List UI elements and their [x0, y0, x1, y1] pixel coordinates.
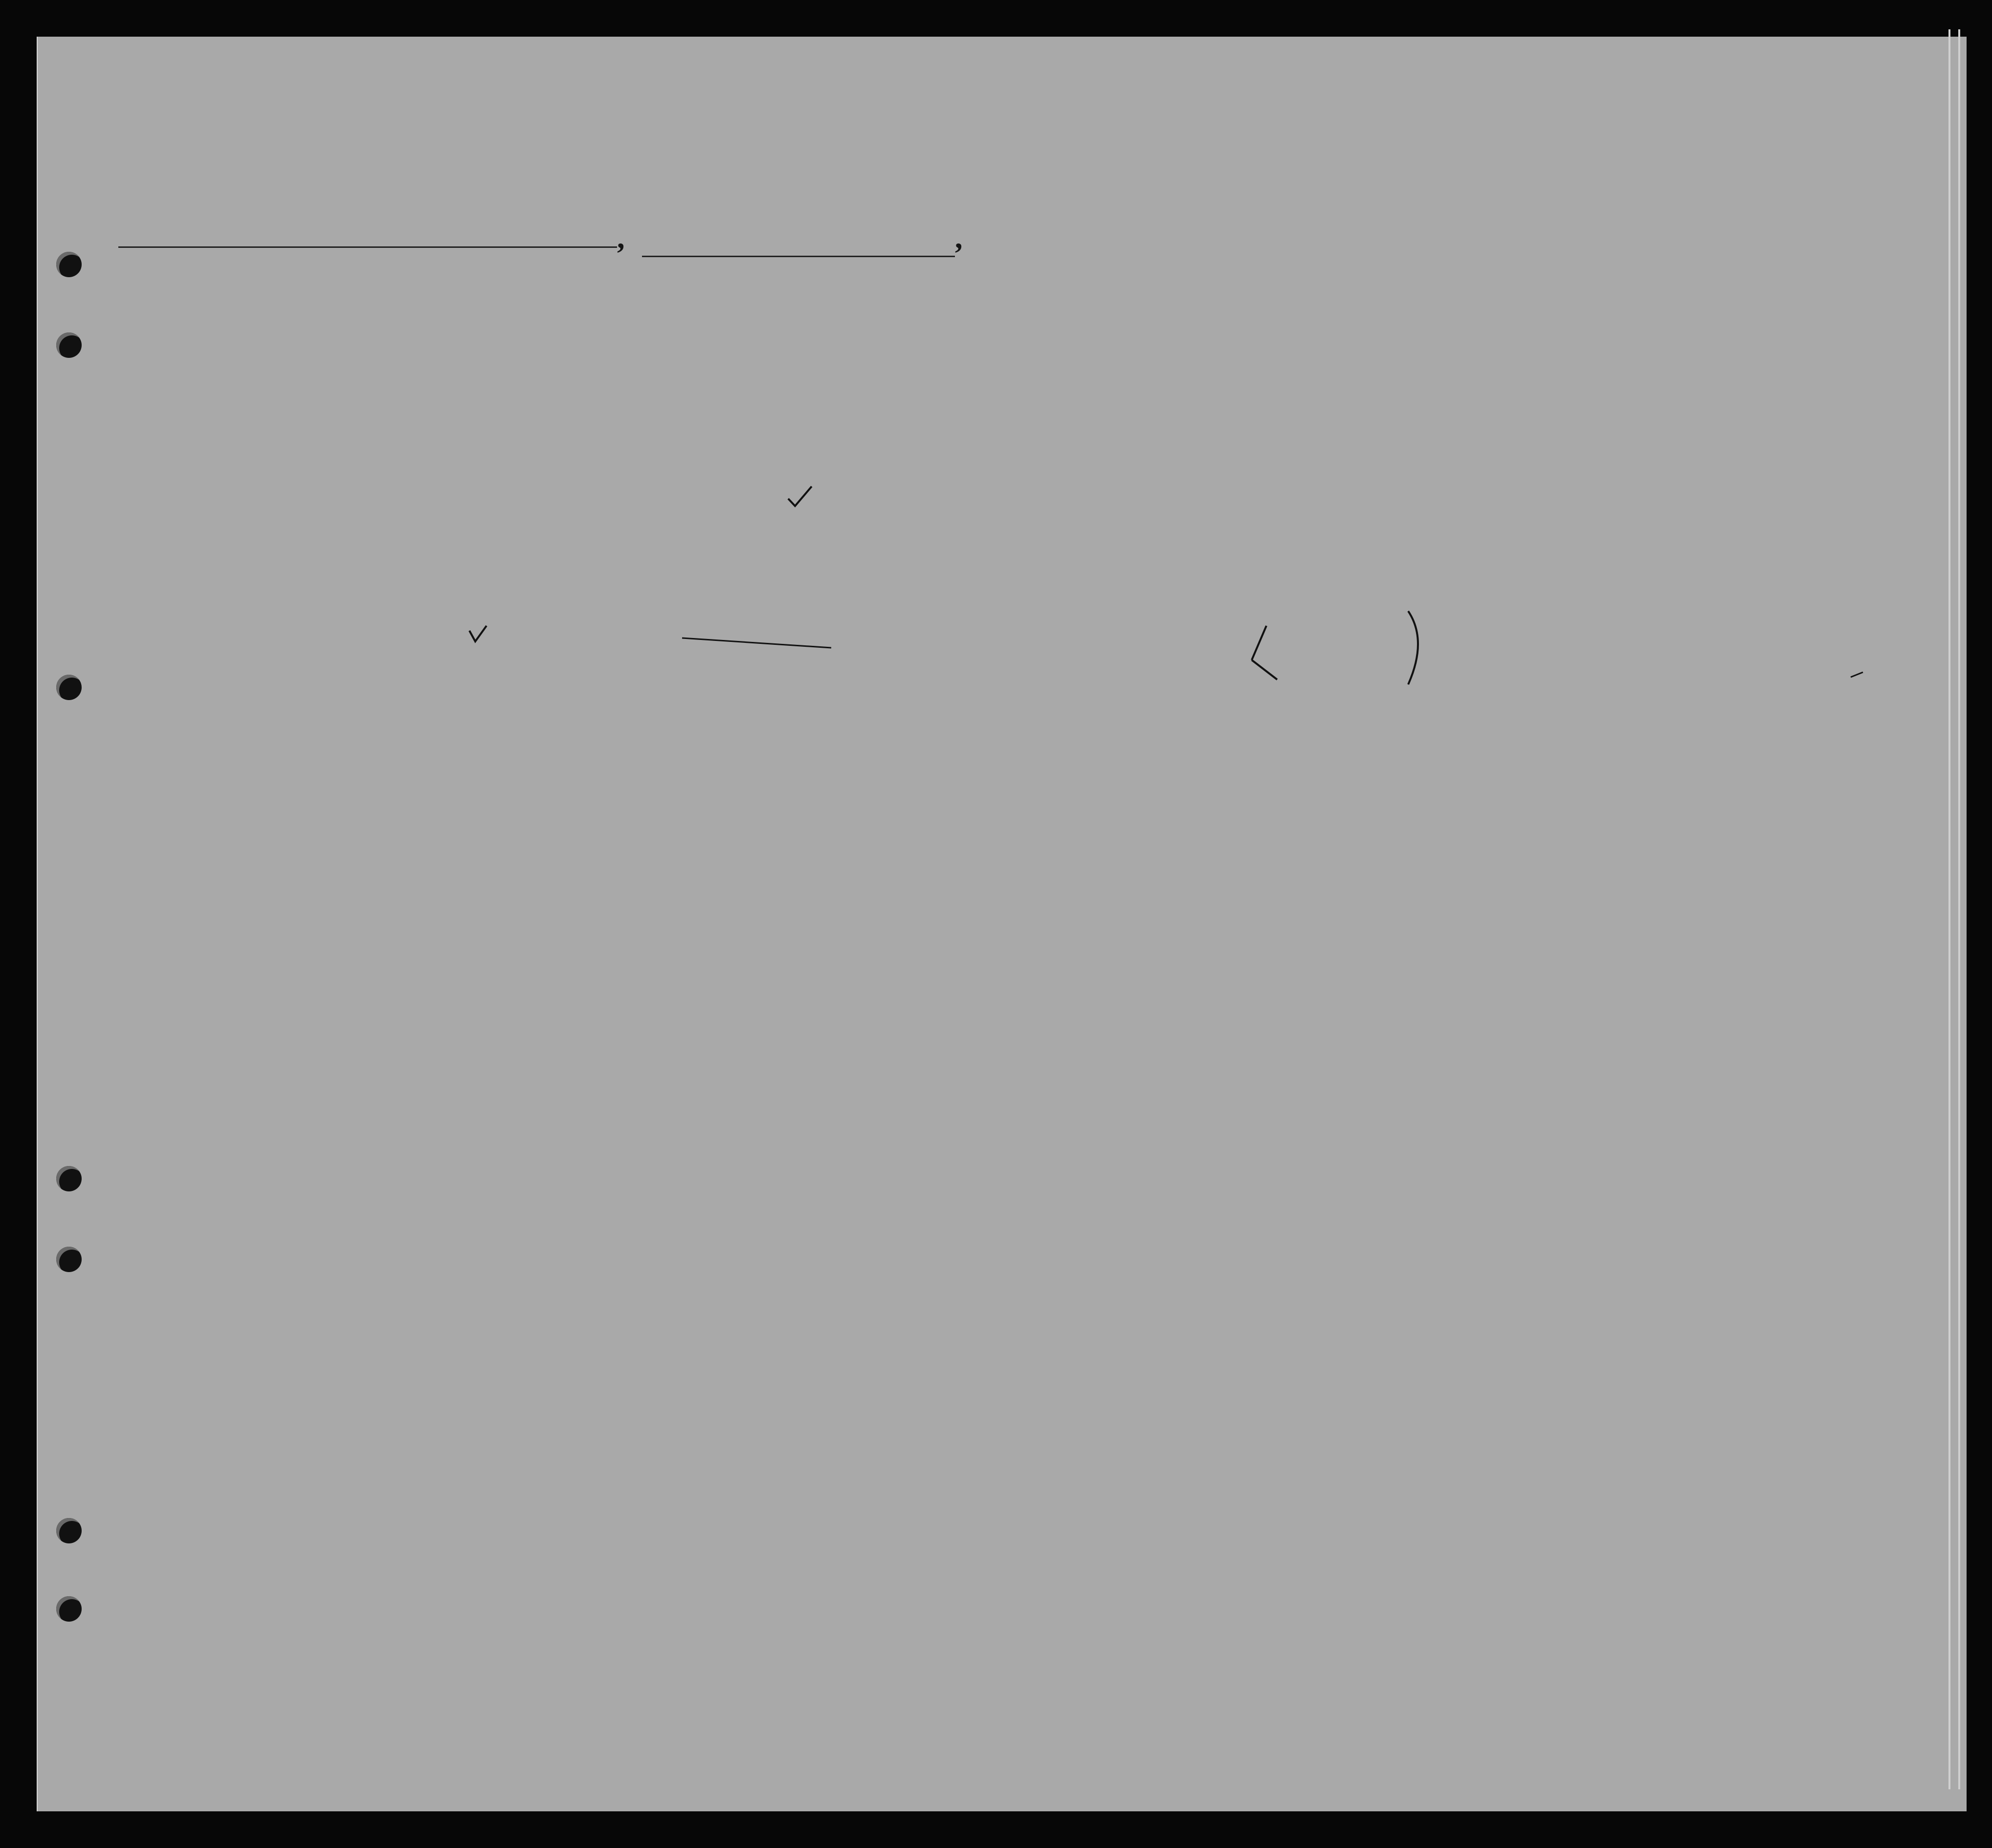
pen-underline: [682, 638, 831, 648]
check-mark: [469, 626, 487, 641]
check-mark: [788, 486, 812, 506]
check-mark: [1851, 672, 1863, 677]
pen-stroke: [1252, 626, 1277, 680]
arriving-line: , ,: [104, 221, 963, 257]
pen-bracket: [1408, 611, 1418, 684]
